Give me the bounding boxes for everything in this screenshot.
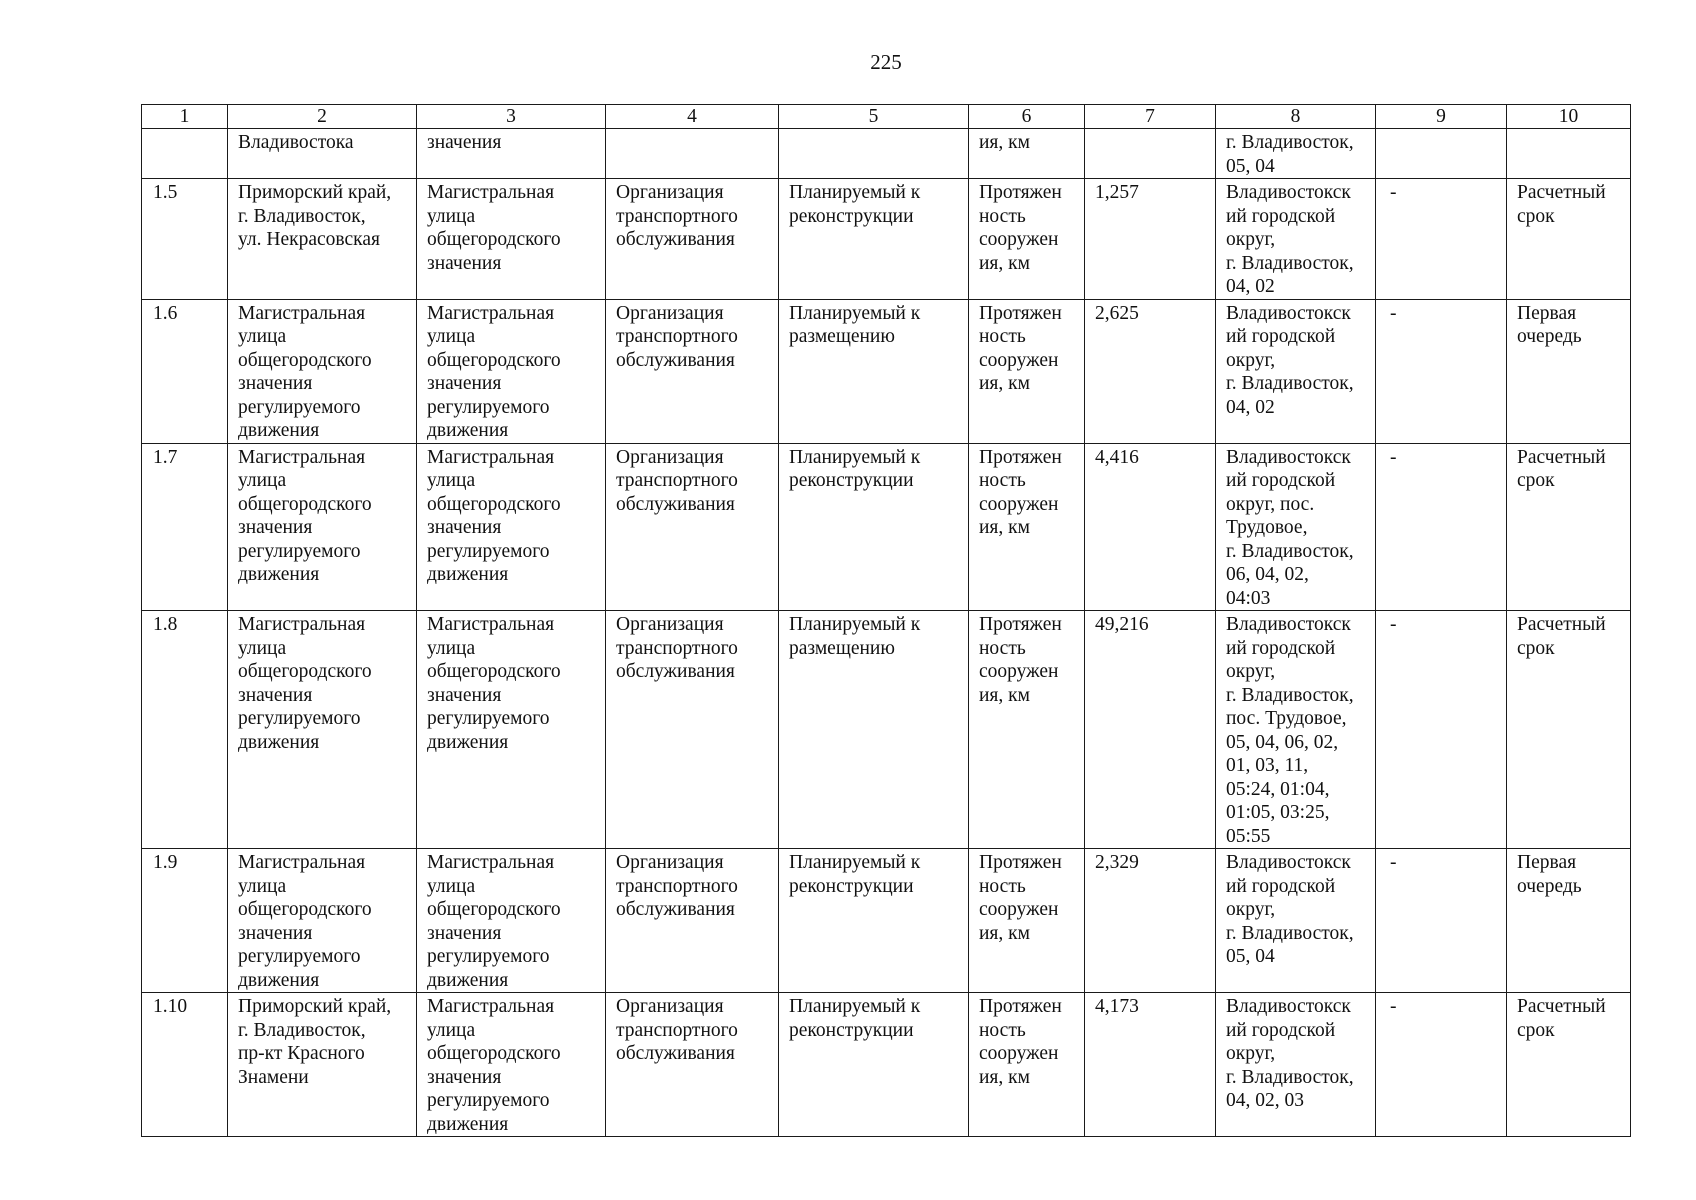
cell-value (1085, 129, 1216, 179)
cell-zone: Владивостокск ий городской округ, пос. Трудовое, г. Владивосток, 06, 04, 02, 04:03 (1216, 443, 1376, 611)
cell-status: Планируемый к реконструкции (779, 849, 969, 993)
cell-characteristic: Протяжен ность сооружен ия, км (969, 443, 1085, 611)
table-row (142, 129, 1631, 179)
cell-location: Приморский край, г. Владивосток, ул. Некрасовская (228, 179, 417, 300)
cell-location: Магистральная улица общегородского значения регулируемого движения (228, 443, 417, 611)
cell-term: Расчетный срок (1507, 611, 1631, 849)
cell-zone-type: - (1376, 443, 1507, 611)
cell-location: Магистральная улица общегородского значения регулируемого движения (228, 299, 417, 443)
cell-term: Первая очередь (1507, 299, 1631, 443)
cell-zone: Владивостокск ий городской округ, г. Владивосток, 04, 02, 03 (1216, 993, 1376, 1137)
cell-location: Магистральная улица общегородского значения регулируемого движения (228, 611, 417, 849)
column-header: 3 (417, 105, 606, 129)
cell-status: Планируемый к размещению (779, 611, 969, 849)
cell-term: Расчетный срок (1507, 443, 1631, 611)
cell-location: Владивостока (228, 129, 417, 179)
cell-term: Расчетный срок (1507, 993, 1631, 1137)
cell-purpose: Организация транспортного обслуживания (606, 299, 779, 443)
cell-term: Первая очередь (1507, 849, 1631, 993)
column-header: 6 (969, 105, 1085, 129)
table-row (142, 179, 1631, 300)
cell-purpose: Организация транспортного обслуживания (606, 993, 779, 1137)
cell-purpose: Организация транспортного обслуживания (606, 849, 779, 993)
cell-value: 2,625 (1085, 299, 1216, 443)
cell-zone-type: - (1376, 179, 1507, 300)
cell-value: 4,173 (1085, 993, 1216, 1137)
table-body (142, 129, 1631, 1137)
cell-purpose (606, 129, 779, 179)
column-header: 5 (779, 105, 969, 129)
cell-value: 49,216 (1085, 611, 1216, 849)
infrastructure-table (141, 104, 1631, 1137)
cell-zone-type: - (1376, 993, 1507, 1137)
cell-status (779, 129, 969, 179)
cell-value: 4,416 (1085, 443, 1216, 611)
column-header: 8 (1216, 105, 1376, 129)
cell-number: 1.7 (142, 443, 228, 611)
cell-zone-type (1376, 129, 1507, 179)
table-row (142, 849, 1631, 993)
cell-zone-type: - (1376, 611, 1507, 849)
cell-purpose: Организация транспортного обслуживания (606, 179, 779, 300)
cell-characteristic: Протяжен ность сооружен ия, км (969, 611, 1085, 849)
cell-type: Магистральная улица общегородского значения регулируемого движения (417, 849, 606, 993)
cell-status: Планируемый к размещению (779, 299, 969, 443)
cell-characteristic: Протяжен ность сооружен ия, км (969, 179, 1085, 300)
column-header: 9 (1376, 105, 1507, 129)
cell-status: Планируемый к реконструкции (779, 443, 969, 611)
cell-number: 1.10 (142, 993, 228, 1137)
cell-value: 1,257 (1085, 179, 1216, 300)
table-row (142, 299, 1631, 443)
table-header (142, 105, 1631, 129)
cell-purpose: Организация транспортного обслуживания (606, 443, 779, 611)
cell-characteristic: ия, км (969, 129, 1085, 179)
cell-type: значения (417, 129, 606, 179)
table-row (142, 443, 1631, 611)
cell-type: Магистральная улица общегородского значения регулируемого движения (417, 443, 606, 611)
cell-value: 2,329 (1085, 849, 1216, 993)
cell-location: Магистральная улица общегородского значения регулируемого движения (228, 849, 417, 993)
cell-type: Магистральная улица общегородского значения регулируемого движения (417, 299, 606, 443)
cell-status: Планируемый к реконструкции (779, 179, 969, 300)
table-row (142, 611, 1631, 849)
column-header: 1 (142, 105, 228, 129)
cell-characteristic: Протяжен ность сооружен ия, км (969, 993, 1085, 1137)
cell-number: 1.9 (142, 849, 228, 993)
cell-type: Магистральная улица общегородского значения регулируемого движения (417, 611, 606, 849)
cell-zone: Владивостокск ий городской округ, г. Владивосток, 04, 02 (1216, 179, 1376, 300)
cell-purpose: Организация транспортного обслуживания (606, 611, 779, 849)
cell-status: Планируемый к реконструкции (779, 993, 969, 1137)
header-row (142, 105, 1631, 129)
column-header: 2 (228, 105, 417, 129)
cell-number: 1.8 (142, 611, 228, 849)
cell-term (1507, 129, 1631, 179)
cell-zone-type: - (1376, 849, 1507, 993)
cell-number: 1.5 (142, 179, 228, 300)
cell-number (142, 129, 228, 179)
cell-number: 1.6 (142, 299, 228, 443)
cell-characteristic: Протяжен ность сооружен ия, км (969, 849, 1085, 993)
cell-zone: г. Владивосток, 05, 04 (1216, 129, 1376, 179)
column-header: 10 (1507, 105, 1631, 129)
column-header: 7 (1085, 105, 1216, 129)
cell-zone: Владивостокск ий городской округ, г. Владивосток, 05, 04 (1216, 849, 1376, 993)
cell-zone: Владивостокск ий городской округ, г. Владивосток, 04, 02 (1216, 299, 1376, 443)
cell-zone: Владивостокск ий городской округ, г. Владивосток, пос. Трудовое, 05, 04, 06, 02, 01, 03, 11, 05:24, 01:04, 01:05, 03:25, 05:55 (1216, 611, 1376, 849)
cell-type: Магистральная улица общегородского значения регулируемого движения (417, 993, 606, 1137)
cell-characteristic: Протяжен ность сооружен ия, км (969, 299, 1085, 443)
table-row (142, 993, 1631, 1137)
column-header: 4 (606, 105, 779, 129)
cell-zone-type: - (1376, 299, 1507, 443)
page-number: 225 (870, 50, 902, 74)
cell-type: Магистральная улица общегородского значения (417, 179, 606, 300)
cell-term: Расчетный срок (1507, 179, 1631, 300)
cell-location: Приморский край, г. Владивосток, пр-кт Красного Знамени (228, 993, 417, 1137)
